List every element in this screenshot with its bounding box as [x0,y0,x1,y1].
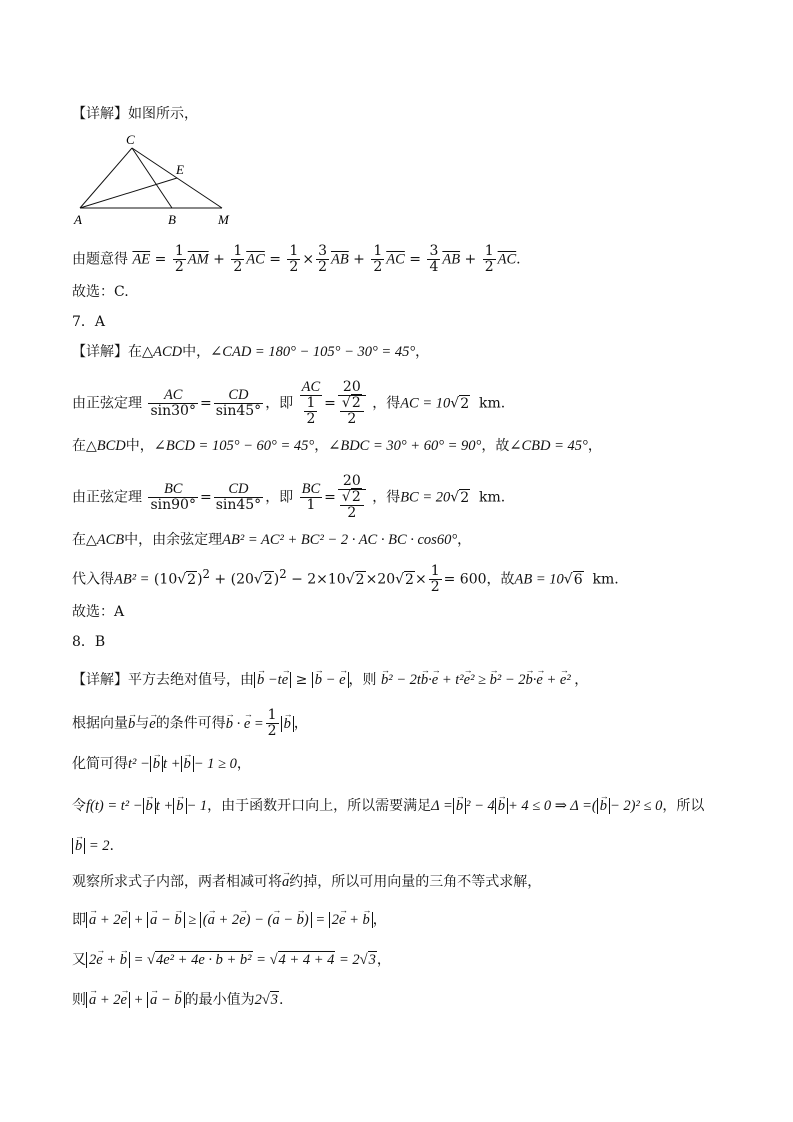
q8-conclusion: 则 → a + 2→ e + → a − → b 的最小值为2√3. [72,990,284,1010]
segment-CB [132,148,172,208]
label-A: A [74,212,82,227]
q8-function-def: 令f(t) = t² − → b t + → b − 1，由于函数开口向上，所以需要满足Δ = → b ² − 4 → b + 4 ≤ 0 ⇒ Δ =( → b − 2)² ≤ 0，所以 [72,796,704,816]
q7-sine-law-1: 由正弦定理 $\frac{AC}{\sin 30^\circ}$ = $\frac{CD}{\sin 45^\circ}$ ，即 $\frac{AC}{\frac{1}{2}}$ = $\frac{20}{\frac{√2}{2}}$ ，得AC = 10√2 km. [72,379,506,427]
q7-sine-law-2: 由正弦定理 $\frac{BC}{\sin 90^\circ}$ = $\frac{CD}{\sin 45^\circ}$ ，即 $\frac{BC}{1}$ = $\frac{20}{\frac{√2}{2}}$ ，得BC = 20√2 km. [72,473,506,521]
answer-C: 故选：C. [72,284,129,300]
label-M: M [218,212,229,227]
question-8-header: 8．B [72,634,106,650]
q8-triangle-inequality: 即 → a + 2→ e + → a − → b ≥ (→ a + 2→ e) − (→ a − → b) = 2→ e + → b ， [72,910,387,930]
question-7-header: 7．A [72,314,106,330]
q8-b-magnitude: → b = 2. [72,836,114,856]
q8-detail-line-1: 【详解】平方去绝对值号，由 → b −t→ e ≥ → b − → e ，则 → b² − 2t→ b·→ e + t²→ e² ≥ → b² − 2→ b·→ e + → e² ， [72,670,588,690]
q8-magnitude-calc: 又 2→ e + → b = √4e² + 4e · b + b² = √4 + 4 + 4 = 2√3， [72,950,391,970]
q8-observation: 观察所求式子内部，两者相减可将→ a约掉，所以可用向量的三角不等式求解， [72,872,541,892]
triangle-diagram [72,132,242,228]
q7-detail-line-1: 【详解】在△ACD中，∠CAD = 180° − 105° − 30° = 45°， [72,344,430,360]
label-C: C [126,132,135,147]
vector-equation-line: 由题意得 $\overline{AE}$ = $\frac{1}{2}$ $\overline{AM}$ + $\frac{1}{2}$ $\overline{AC}$ = $\frac{1}{2}$ × $\frac{3}{2}$ $\overline{AB}$ + $\frac{1}{2}$ $\overline{AC}$ = $\frac{3}{4}$ $\overline{AB}$ + $\frac{1}{2}$ $\overline{AC}$. [72,243,521,275]
q7-cosine-law: 在△ACB中，由余弦定理AB² = AC² + BC² − 2 · AC · BC · cos60°， [72,532,472,548]
segment-AC [80,148,132,208]
answer-A: 故选：A [72,604,125,620]
q7-substitution: 代入得$AB^2 = (10√2)^2 + (20√2)^2 - 2\times 10√2\times 20√2\times$ $\frac{1}{2}$ = 600，故AB = 10√6 km. [72,563,619,596]
detail-header-1: 【详解】如图所示， [72,106,198,122]
q8-simplified: 化简可得t² − → b t + → b − 1 ≥ 0， [72,754,251,774]
q8-dot-product: 根据向量→ b与→ e的条件可得→ b · → e = $\frac{1}{2}$ → b ， [72,708,308,739]
label-B: B [168,212,176,227]
label-E: E [176,162,184,177]
q7-triangle-BCD: 在△BCD中，∠BCD = 105° − 60° = 45°，∠BDC = 30° + 60° = 90°，故∠CBD = 45°， [72,438,602,454]
